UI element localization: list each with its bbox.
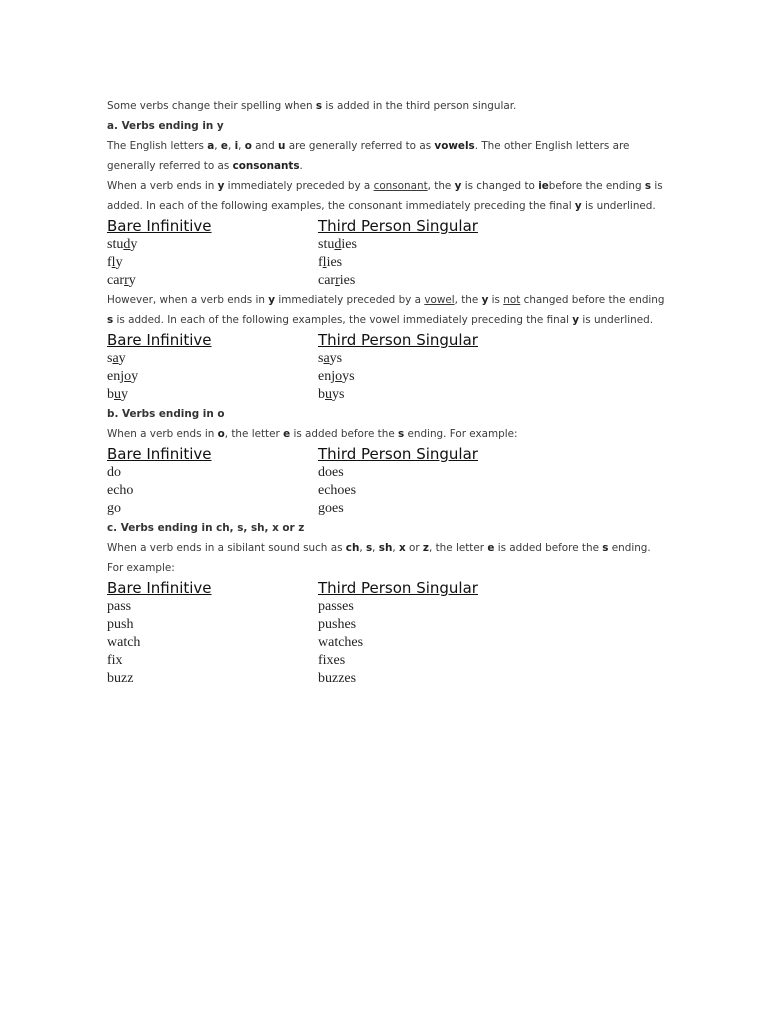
table-row [107, 598, 667, 616]
bare-infinitive-cell: watch [107, 635, 141, 650]
column-header-third-person-singular: Third Person Singular [318, 217, 478, 235]
bare-infinitive-cell: buzz [107, 671, 134, 686]
bare-infinitive-cell: study [107, 237, 138, 252]
bare-infinitive-cell: fly [107, 255, 123, 270]
bare-infinitive-cell: buy [107, 387, 128, 402]
column-header-third-person-singular: Third Person Singular [318, 445, 478, 463]
table-header-row [107, 216, 667, 236]
table-row [107, 350, 667, 368]
third-person-cell: passes [318, 599, 354, 614]
third-person-cell: pushes [318, 617, 357, 632]
table-row [107, 236, 667, 254]
third-person-cell: flies [318, 255, 343, 270]
section-c-heading: c. Verbs ending in ch, s, sh, x or z [107, 522, 305, 534]
column-header-bare-infinitive: Bare Infinitive [107, 445, 212, 463]
section-a-consonant-rule-paragraph: When a verb ends in y immediately preceded by a consonant, the y is changed to iebefore the ending s is added. In each of the following examples, the consonant immediately preceding the final y is underlined. [107, 180, 663, 212]
bare-infinitive-cell: push [107, 617, 134, 632]
table-header-row [107, 444, 667, 464]
third-person-cell: fixes [318, 653, 346, 668]
table-row [107, 386, 667, 404]
bare-infinitive-cell: do [107, 465, 121, 480]
bare-infinitive-cell: carry [107, 273, 136, 288]
table-row [107, 616, 667, 634]
bare-infinitive-cell: go [107, 501, 121, 516]
third-person-cell: enjoys [318, 369, 355, 384]
table-header-row [107, 578, 667, 598]
third-person-cell: buzzes [318, 671, 357, 686]
bare-infinitive-cell: fix [107, 653, 123, 668]
third-person-cell: watches [318, 635, 364, 650]
table-row [107, 670, 667, 688]
table-row [107, 254, 667, 272]
table-row [107, 464, 667, 482]
document-page [107, 96, 667, 688]
third-person-cell: echoes [318, 483, 357, 498]
section-b-rule-paragraph: When a verb ends in o, the letter e is added before the s ending. For example: [107, 428, 518, 440]
intro-paragraph: Some verbs change their spelling when s is added in the third person singular. [107, 100, 517, 112]
third-person-cell: goes [318, 501, 344, 516]
ending-o-table [107, 444, 667, 518]
table-header-row [107, 330, 667, 350]
section-c-rule-paragraph: When a verb ends in a sibilant sound such as ch, s, sh, x or z, the letter e is added before the s ending. For example: [107, 542, 651, 574]
bare-infinitive-cell: enjoy [107, 369, 139, 384]
consonant-y-table [107, 216, 667, 290]
third-person-cell: does [318, 465, 344, 480]
third-person-cell: carries [318, 273, 356, 288]
column-header-third-person-singular: Third Person Singular [318, 579, 478, 597]
section-a-vowels-paragraph: The English letters a, e, i, o and u are generally referred to as vowels. The other English letters are generally referred to as consonants. [107, 140, 630, 172]
third-person-cell: buys [318, 387, 345, 402]
bare-infinitive-cell: echo [107, 483, 134, 498]
table-row [107, 368, 667, 386]
bare-infinitive-cell: pass [107, 599, 132, 614]
bare-infinitive-cell: say [107, 351, 126, 366]
section-b-heading: b. Verbs ending in o [107, 408, 225, 420]
column-header-bare-infinitive: Bare Infinitive [107, 331, 212, 349]
sibilant-table [107, 578, 667, 688]
table-row [107, 482, 667, 500]
column-header-third-person-singular: Third Person Singular [318, 331, 478, 349]
third-person-cell: studies [318, 237, 357, 252]
section-a-vowel-rule-paragraph: However, when a verb ends in y immediately preceded by a vowel, the y is not changed before the ending s is added. In each of the following examples, the vowel immediately preceding the final y is underlined. [107, 294, 665, 326]
column-header-bare-infinitive: Bare Infinitive [107, 579, 212, 597]
table-row [107, 272, 667, 290]
column-header-bare-infinitive: Bare Infinitive [107, 217, 212, 235]
table-row [107, 652, 667, 670]
third-person-cell: says [318, 351, 343, 366]
vowel-y-table [107, 330, 667, 404]
section-a-heading: a. Verbs ending in y [107, 120, 224, 132]
table-row [107, 634, 667, 652]
table-row [107, 500, 667, 518]
